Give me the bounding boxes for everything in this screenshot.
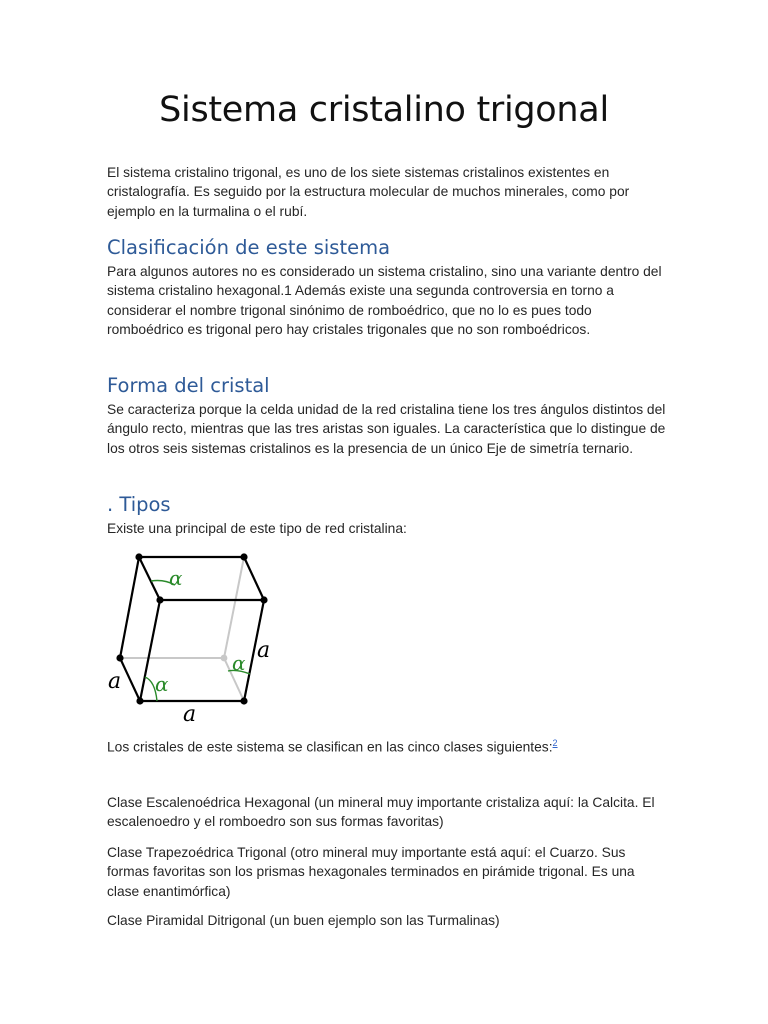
edge-label-right: a xyxy=(257,638,271,663)
classes-intro-text: Los cristales de este sistema se clasifican en las cinco clases siguientes: xyxy=(107,739,553,755)
section-body-tipos: Existe una principal de este tipo de red cristalina: xyxy=(107,521,407,536)
page-title: Sistema cristalino trigonal xyxy=(159,90,609,130)
section-heading-tipos: . Tipos xyxy=(107,493,171,516)
class-item-1: Clase Escalenoédrica Hexagonal (un mineral muy importante cristaliza aquí: la Calcita. El escalenoedro y el romboedro son sus formas favoritas) xyxy=(107,795,655,830)
edge-label-left: a xyxy=(108,669,122,694)
alpha-label-right: α xyxy=(232,651,246,675)
intro-paragraph: El sistema cristalino trigonal, es uno de los siete sistemas cristalinos existentes en cristalografía. Es seguido por la estructura molecular de muchos minerales, como por ejemplo en la turmalina o el rubí. xyxy=(107,165,630,219)
section-heading-forma: Forma del cristal xyxy=(107,374,270,397)
alpha-label-bottom: α xyxy=(155,672,169,696)
section-heading-clasificacion: Clasificación de este sistema xyxy=(107,236,391,259)
section-body-clasificacion: Para algunos autores no es considerado un sistema cristalino, sino una variante dentro del sistema cristalino hexagonal.1 Además existe una segunda controversia en torno a considerar el nombre trigonal sinónimo de romboédrico, que no lo es pues todo romboédrico es trigonal pero hay cristales trigonales que no son romboédricos. xyxy=(107,264,662,337)
class-item-2: Clase Trapezoédrica Trigonal (otro mineral muy importante está aquí: el Cuarzo. Sus formas favoritas son los prismas hexagonales terminados en pirámide trigonal. Es una clase enantimórfica) xyxy=(107,845,635,899)
rhombohedral-cell-diagram xyxy=(107,545,307,727)
class-item-3: Clase Piramidal Ditrigonal (un buen ejemplo son las Turmalinas) xyxy=(107,913,500,928)
alpha-label-top: α xyxy=(169,566,183,590)
footnote-link[interactable]: 2 xyxy=(552,738,558,748)
edge-label-bottom: a xyxy=(183,702,197,727)
section-body-forma: Se caracteriza porque la celda unidad de la red cristalina tiene los tres ángulos distintos del ángulo recto, mientras que las tres aristas son iguales. La característica que lo distingue de los otros seis sistemas cristalinos es la presencia de un único Eje de simetría ternario. xyxy=(107,402,666,456)
classes-intro xyxy=(107,734,667,757)
